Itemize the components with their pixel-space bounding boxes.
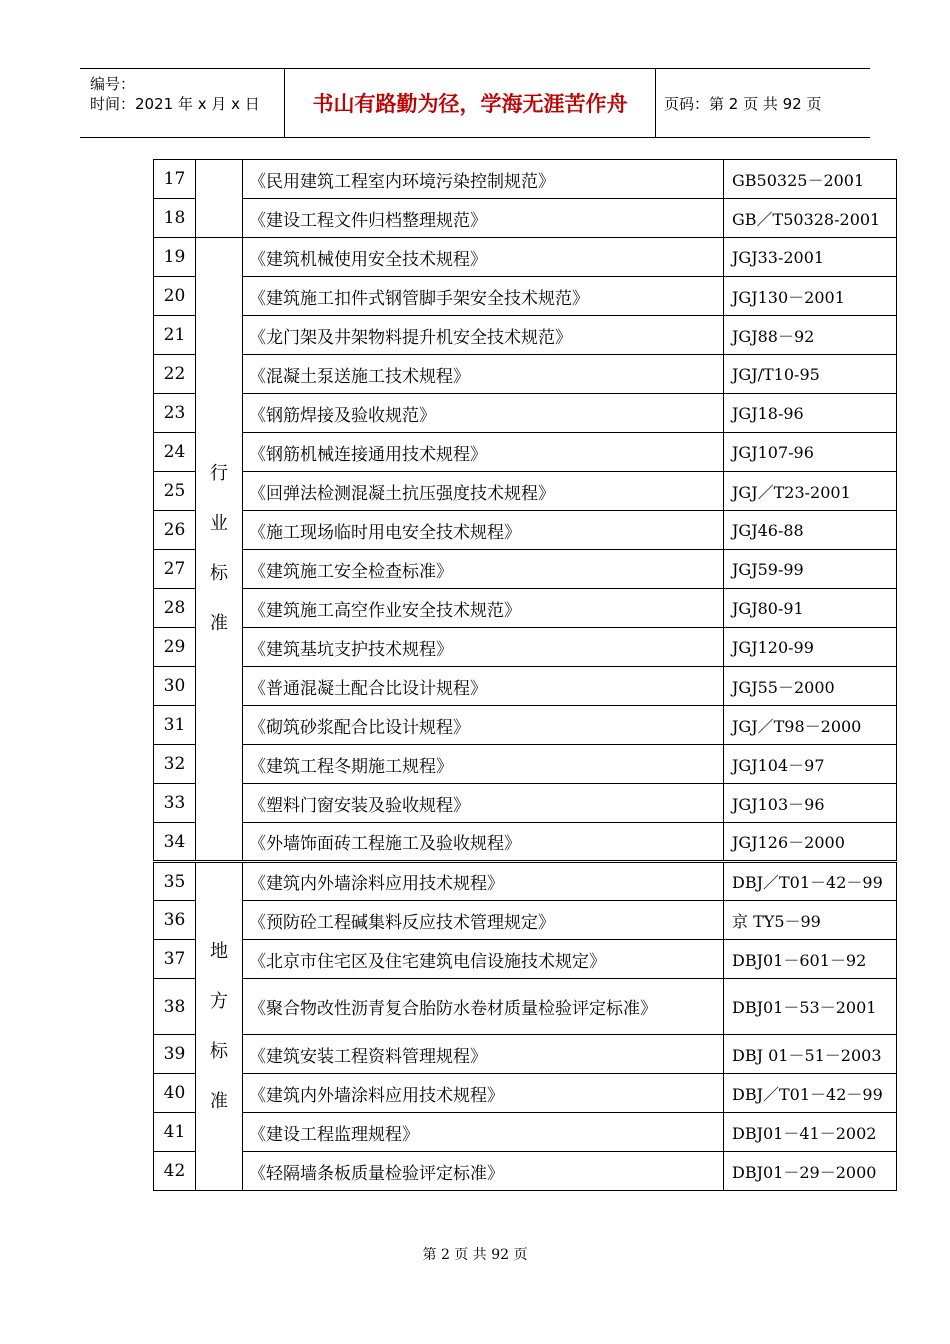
standard-code: JGJ46-88 <box>724 511 897 550</box>
standard-code: JGJ126－2000 <box>724 823 897 862</box>
standard-code: JGJ59-99 <box>724 550 897 589</box>
row-number: 38 <box>154 979 196 1035</box>
standard-name: 《建筑基坑支护技术规程》 <box>243 628 724 667</box>
standard-code: JGJ120-99 <box>724 628 897 667</box>
row-number: 41 <box>154 1113 196 1152</box>
row-number: 30 <box>154 667 196 706</box>
table-row <box>154 1035 897 1074</box>
standard-name: 《回弹法检测混凝土抗压强度技术规程》 <box>243 472 724 511</box>
row-number: 35 <box>154 862 196 901</box>
table-row <box>154 706 897 745</box>
table-row <box>154 199 897 238</box>
standard-name: 《建筑内外墙涂料应用技术规程》 <box>243 862 724 901</box>
standard-name: 《建筑内外墙涂料应用技术规程》 <box>243 1074 724 1113</box>
standard-name: 《建筑施工扣件式钢管脚手架安全技术规范》 <box>243 277 724 316</box>
header-divider <box>655 69 656 137</box>
standard-code: GB50325－2001 <box>724 160 897 199</box>
row-number: 26 <box>154 511 196 550</box>
table-row <box>154 823 897 862</box>
row-number: 20 <box>154 277 196 316</box>
standard-name: 《建筑施工安全检查标准》 <box>243 550 724 589</box>
table-row <box>154 979 897 1035</box>
row-number: 25 <box>154 472 196 511</box>
table-row <box>154 238 897 277</box>
standard-name: 《外墙饰面砖工程施工及验收规程》 <box>243 823 724 862</box>
standard-code: JGJ33-2001 <box>724 238 897 277</box>
standard-name: 《塑料门窗安装及验收规程》 <box>243 784 724 823</box>
standard-code: JGJ80-91 <box>724 589 897 628</box>
table-row <box>154 511 897 550</box>
row-number: 39 <box>154 1035 196 1074</box>
row-number: 34 <box>154 823 196 862</box>
standard-name: 《钢筋机械连接通用技术规程》 <box>243 433 724 472</box>
row-number: 32 <box>154 745 196 784</box>
standard-code: JGJ/T10-95 <box>724 355 897 394</box>
standard-name: 《砌筑砂浆配合比设计规程》 <box>243 706 724 745</box>
row-number: 37 <box>154 940 196 979</box>
row-number: 17 <box>154 160 196 199</box>
standard-code: DBJ01－601－92 <box>724 940 897 979</box>
table-row <box>154 862 897 901</box>
category-text: 行业标准 <box>210 463 228 634</box>
standard-code: JGJ18-96 <box>724 394 897 433</box>
standard-name: 《龙门架及井架物料提升机安全技术规范》 <box>243 316 724 355</box>
page-header <box>80 68 870 138</box>
header-page-info: 页码：第 2 页 共 92 页 <box>664 94 822 113</box>
standard-name: 《混凝土泵送施工技术规程》 <box>243 355 724 394</box>
standard-code: JGJ103－96 <box>724 784 897 823</box>
table-row <box>154 394 897 433</box>
row-number: 27 <box>154 550 196 589</box>
table-row <box>154 277 897 316</box>
standard-name: 《建筑工程冬期施工规程》 <box>243 745 724 784</box>
category-label <box>196 160 243 238</box>
standard-code: JGJ130－2001 <box>724 277 897 316</box>
standard-name: 《民用建筑工程室内环境污染控制规范》 <box>243 160 724 199</box>
category-label <box>196 238 243 862</box>
standard-name: 《建筑机械使用安全技术规程》 <box>243 238 724 277</box>
doc-number-label: 编号： <box>90 75 136 93</box>
page-footer: 第 2 页 共 92 页 <box>422 1247 528 1263</box>
table-row <box>154 1074 897 1113</box>
row-number: 23 <box>154 394 196 433</box>
standard-code: JGJ／T23-2001 <box>724 472 897 511</box>
standard-code: JGJ107-96 <box>724 433 897 472</box>
table-row <box>154 745 897 784</box>
row-number: 24 <box>154 433 196 472</box>
standard-code: DBJ／T01－42－99 <box>724 1074 897 1113</box>
table-row <box>154 433 897 472</box>
table-row <box>154 628 897 667</box>
row-number: 40 <box>154 1074 196 1113</box>
table-row <box>154 472 897 511</box>
category-label <box>196 862 243 1191</box>
row-number: 21 <box>154 316 196 355</box>
table-row <box>154 1113 897 1152</box>
row-number: 33 <box>154 784 196 823</box>
doc-date-label: 时间：2021 年 x 月 x 日 <box>90 95 260 113</box>
category-text: 地方标准 <box>210 940 228 1112</box>
standard-code: DBJ01－53－2001 <box>724 979 897 1035</box>
standard-code: JGJ55－2000 <box>724 667 897 706</box>
standard-name: 《轻隔墙条板质量检验评定标准》 <box>243 1152 724 1191</box>
row-number: 18 <box>154 199 196 238</box>
standard-code: JGJ／T98－2000 <box>724 706 897 745</box>
table-row <box>154 784 897 823</box>
standard-code: JGJ88－92 <box>724 316 897 355</box>
table-row <box>154 667 897 706</box>
row-number: 19 <box>154 238 196 277</box>
table-row <box>154 940 897 979</box>
table-row <box>154 550 897 589</box>
standard-name: 《聚合物改性沥青复合胎防水卷材质量检验评定标准》 <box>243 979 724 1035</box>
standard-code: DBJ01－41－2002 <box>724 1113 897 1152</box>
standard-name: 《建筑安装工程资料管理规程》 <box>243 1035 724 1074</box>
standard-name: 《建设工程监理规程》 <box>243 1113 724 1152</box>
row-number: 22 <box>154 355 196 394</box>
standard-name: 《普通混凝土配合比设计规程》 <box>243 667 724 706</box>
header-meta <box>90 74 285 114</box>
standard-name: 《建筑施工高空作业安全技术规范》 <box>243 589 724 628</box>
table-row <box>154 355 897 394</box>
table-row <box>154 316 897 355</box>
standard-code: DBJ01－29－2000 <box>724 1152 897 1191</box>
standard-name: 《预防砼工程碱集料反应技术管理规定》 <box>243 901 724 940</box>
standard-name: 《北京市住宅区及住宅建筑电信设施技术规定》 <box>243 940 724 979</box>
standard-code: 京 TY5－99 <box>724 901 897 940</box>
table-row <box>154 1152 897 1191</box>
standard-code: DBJ 01－51－2003 <box>724 1035 897 1074</box>
header-motto: 书山有路勤为径，学海无涯苦作舟 <box>312 92 628 116</box>
row-number: 36 <box>154 901 196 940</box>
standard-name: 《钢筋焊接及验收规范》 <box>243 394 724 433</box>
standard-code: JGJ104－97 <box>724 745 897 784</box>
table-row <box>154 589 897 628</box>
row-number: 29 <box>154 628 196 667</box>
row-number: 28 <box>154 589 196 628</box>
standard-name: 《建设工程文件归档整理规范》 <box>243 199 724 238</box>
standard-code: DBJ／T01－42－99 <box>724 862 897 901</box>
row-number: 31 <box>154 706 196 745</box>
standard-name: 《施工现场临时用电安全技术规程》 <box>243 511 724 550</box>
table-row <box>154 901 897 940</box>
table-row <box>154 160 897 199</box>
standards-table <box>153 159 897 1191</box>
row-number: 42 <box>154 1152 196 1191</box>
standard-code: GB／T50328-2001 <box>724 199 897 238</box>
